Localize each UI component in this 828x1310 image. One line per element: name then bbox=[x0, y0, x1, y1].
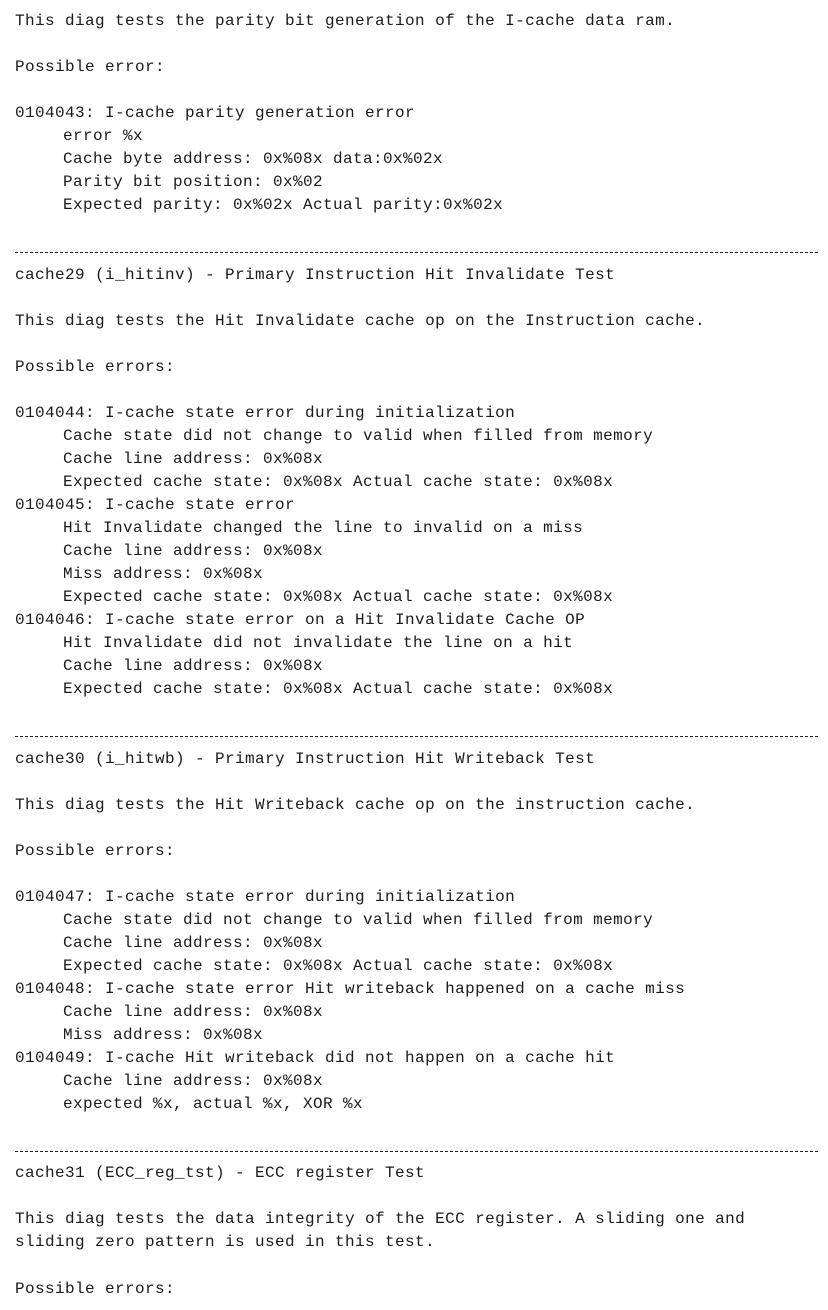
section-divider bbox=[15, 240, 815, 263]
blank-line bbox=[15, 79, 815, 102]
test-heading: cache31 (ECC_reg_tst) - ECC register Test bbox=[15, 1164, 426, 1183]
text-line: This diag tests the Hit Writeback cache op on the instruction cache. bbox=[15, 795, 696, 814]
blank-line bbox=[15, 701, 815, 724]
error-code-line: 0104047: I-cache state error during initialization bbox=[15, 887, 516, 906]
error-code-line: 0104044: I-cache state error during initialization bbox=[15, 403, 516, 422]
error-detail-line: Expected cache state: 0x%08x Actual cache state: 0x%08x bbox=[63, 680, 614, 699]
text-line: This diag tests the parity bit generation of the I-cache data ram. bbox=[15, 12, 676, 30]
blank-line bbox=[15, 333, 815, 356]
blank-line bbox=[15, 771, 815, 794]
text-line: This diag tests the Hit Invalidate cache op on the Instruction cache. bbox=[15, 311, 706, 330]
possible-errors-label: Possible errors: bbox=[15, 841, 176, 860]
error-detail-line: Miss address: 0x%08x bbox=[63, 1026, 264, 1045]
error-detail-line: Cache state did not change to valid when filled from memory bbox=[63, 910, 654, 929]
error-code-line: 0104046: I-cache state error on a Hit Invalidate Cache OP bbox=[15, 611, 586, 630]
error-detail-line: Hit Invalidate did not invalidate the line on a hit bbox=[63, 634, 574, 653]
error-detail-line: Expected cache state: 0x%08x Actual cache state: 0x%08x bbox=[63, 588, 614, 607]
section-divider bbox=[15, 724, 815, 747]
error-detail-line: Cache state did not change to valid when filled from memory bbox=[63, 426, 654, 445]
blank-line bbox=[15, 863, 815, 886]
section-divider bbox=[15, 1139, 815, 1162]
test-heading: cache29 (i_hitinv) - Primary Instruction Hit Invalidate Test bbox=[15, 265, 616, 284]
error-detail-line: Expected cache state: 0x%08x Actual cache state: 0x%08x bbox=[63, 472, 614, 491]
error-detail-line: Cache line address: 0x%08x bbox=[63, 542, 324, 561]
error-detail-line: Hit Invalidate changed the line to invalid on a miss bbox=[63, 519, 584, 538]
text-line: sliding zero pattern is used in this test. bbox=[15, 1233, 436, 1252]
blank-line bbox=[15, 1116, 815, 1139]
possible-errors-label: Possible errors: bbox=[15, 1279, 176, 1298]
blank-line bbox=[15, 33, 815, 56]
error-detail-line: error %x bbox=[63, 127, 144, 146]
error-detail-line: Cache line address: 0x%08x bbox=[63, 1072, 324, 1091]
error-detail-line: Cache line address: 0x%08x bbox=[63, 449, 324, 468]
blank-line bbox=[15, 817, 815, 840]
blank-line bbox=[15, 1255, 815, 1278]
document-page bbox=[15, 10, 815, 1301]
error-detail-line: Cache line address: 0x%08x bbox=[63, 1003, 324, 1022]
blank-line bbox=[15, 217, 815, 240]
error-code-line: 0104043: I-cache parity generation error bbox=[15, 104, 416, 123]
error-code-line: 0104048: I-cache state error Hit writeback happened on a cache miss bbox=[15, 979, 686, 998]
test-heading: cache30 (i_hitwb) - Primary Instruction Hit Writeback Test bbox=[15, 749, 596, 768]
possible-errors-label: Possible errors: bbox=[15, 357, 176, 376]
possible-errors-label: Possible error: bbox=[15, 58, 166, 77]
error-detail-line: Expected parity: 0x%02x Actual parity:0x%02x bbox=[63, 196, 504, 215]
error-code-line: 0104049: I-cache Hit writeback did not happen on a cache hit bbox=[15, 1049, 616, 1068]
error-detail-line: expected %x, actual %x, XOR %x bbox=[63, 1095, 364, 1114]
error-detail-line: Parity bit position: 0x%02 bbox=[63, 173, 324, 192]
error-detail-line: Cache byte address: 0x%08x data:0x%02x bbox=[63, 150, 444, 169]
blank-line bbox=[15, 287, 815, 310]
text-line: This diag tests the data integrity of the ECC register. A sliding one and bbox=[15, 1210, 746, 1229]
error-detail-line: Cache line address: 0x%08x bbox=[63, 657, 324, 676]
error-detail-line: Cache line address: 0x%08x bbox=[63, 933, 324, 952]
blank-line bbox=[15, 379, 815, 402]
blank-line bbox=[15, 1185, 815, 1208]
error-detail-line: Expected cache state: 0x%08x Actual cache state: 0x%08x bbox=[63, 956, 614, 975]
error-detail-line: Miss address: 0x%08x bbox=[63, 565, 264, 584]
error-code-line: 0104045: I-cache state error bbox=[15, 495, 296, 514]
